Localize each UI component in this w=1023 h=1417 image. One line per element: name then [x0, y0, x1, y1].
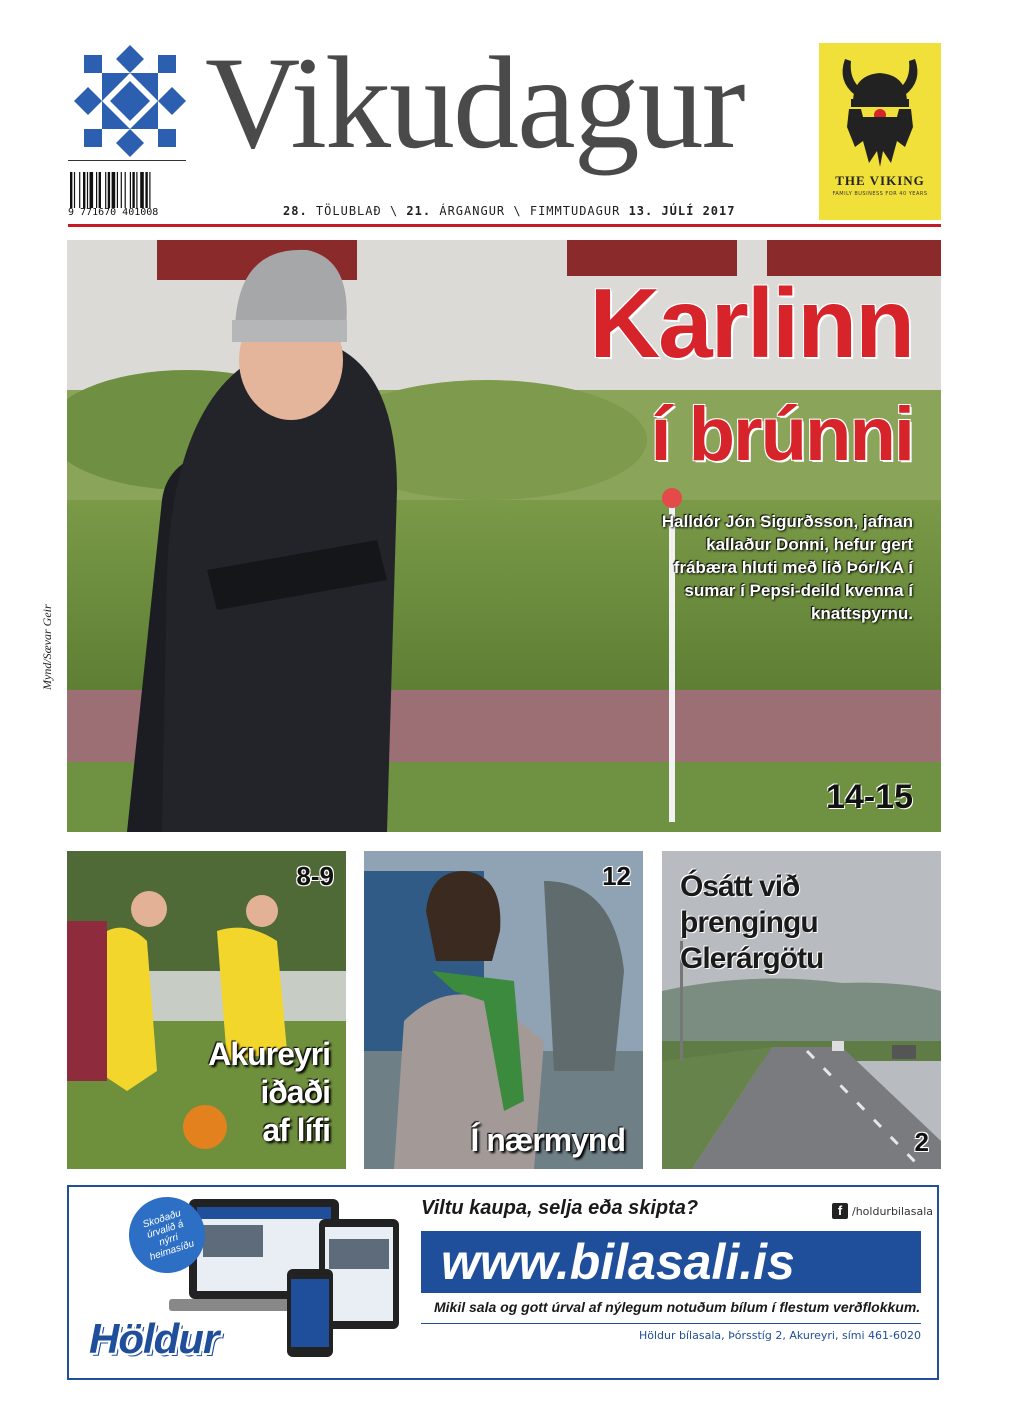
- car-dealer-ad[interactable]: [67, 1185, 939, 1380]
- viking-name: THE VIKING: [835, 173, 925, 188]
- holdur-logo: Höldur: [89, 1315, 219, 1362]
- ad-address: Höldur bílasala, Þórsstíg 2, Akureyri, sími 461-6020: [638, 1329, 921, 1342]
- star-logo-icon: [74, 45, 186, 157]
- red-divider: [68, 224, 941, 227]
- teaser-title-line: af lífi: [262, 1112, 330, 1148]
- ad-url[interactable]: www.bilasali.is: [441, 1234, 795, 1290]
- ad-question: Viltu kaupa, selja eða skipta?: [421, 1197, 699, 1219]
- url-banner[interactable]: [421, 1231, 921, 1293]
- teaser-title-line: Ósátt við: [680, 870, 800, 903]
- teaser-page: 2: [914, 1127, 929, 1157]
- viking-tagline: FAMILY BUSINESS FOR 40 YEARS: [832, 191, 928, 197]
- viking-head-icon: [833, 51, 927, 171]
- teaser-title-line: iðaði: [260, 1074, 330, 1110]
- ad-badge: Skoðaðu úrvalið á nýrri heimasíðu: [119, 1187, 215, 1283]
- barcode-digits: 9 771670 401008: [68, 207, 159, 218]
- teaser-title-line: þrengingu: [680, 906, 818, 939]
- facebook-handle: /holdurbilasala: [852, 1204, 934, 1218]
- headline-line-2: í brúnni: [650, 392, 913, 477]
- teaser-title: [680, 869, 823, 977]
- weekday: FIMMTUDAGUR: [529, 204, 621, 218]
- teaser-title-line: Í nærmynd: [470, 1122, 625, 1158]
- page-reference: 14-15: [826, 778, 913, 816]
- teaser-akureyri[interactable]: [67, 851, 346, 1169]
- teaser-glerargata[interactable]: [662, 851, 941, 1169]
- teaser-naermynd[interactable]: [364, 851, 643, 1169]
- teaser-title-line: Glerárgötu: [680, 942, 824, 975]
- viking-ad[interactable]: [819, 43, 941, 220]
- separator: \: [513, 204, 522, 218]
- issue-number: 28.: [283, 204, 308, 218]
- issue-word: TÖLUBLAÐ: [315, 204, 382, 218]
- separator: \: [389, 204, 399, 218]
- teaser-title: [208, 1035, 330, 1149]
- main-story[interactable]: [67, 240, 941, 832]
- facebook-link[interactable]: [832, 1203, 933, 1219]
- volume-word: ÁRGANGUR: [439, 204, 506, 218]
- divider: [68, 160, 186, 161]
- teaser-title: [470, 1121, 625, 1159]
- divider: [421, 1323, 921, 1324]
- headline-line-1: Karlinn: [589, 268, 913, 378]
- teaser-page: 8-9: [296, 861, 334, 891]
- teaser-page: 12: [602, 861, 631, 891]
- masthead-title: Vikudagur: [205, 29, 744, 176]
- photo-credit: Mynd/Sævar Geir: [40, 604, 54, 690]
- barcode-icon: [70, 172, 182, 208]
- issue-date: 13. JÚLÍ 2017: [628, 204, 736, 218]
- story-lede: Halldór Jón Sigurðsson, jafnan kallaður Donni, hefur gert frábæra hluti með lið Þór/KA í sumar í Pepsi-deild kvenna í knattspyrnu.: [661, 512, 913, 623]
- teaser-title-line: Akureyri: [208, 1036, 330, 1072]
- facebook-icon: f: [832, 1203, 848, 1219]
- ad-tagline: Mikil sala og gott úrval af nýlegum notuðum bílum í flestum verðflokkum.: [434, 1299, 921, 1315]
- issue-line: [283, 204, 735, 218]
- volume-number: 21.: [406, 204, 432, 218]
